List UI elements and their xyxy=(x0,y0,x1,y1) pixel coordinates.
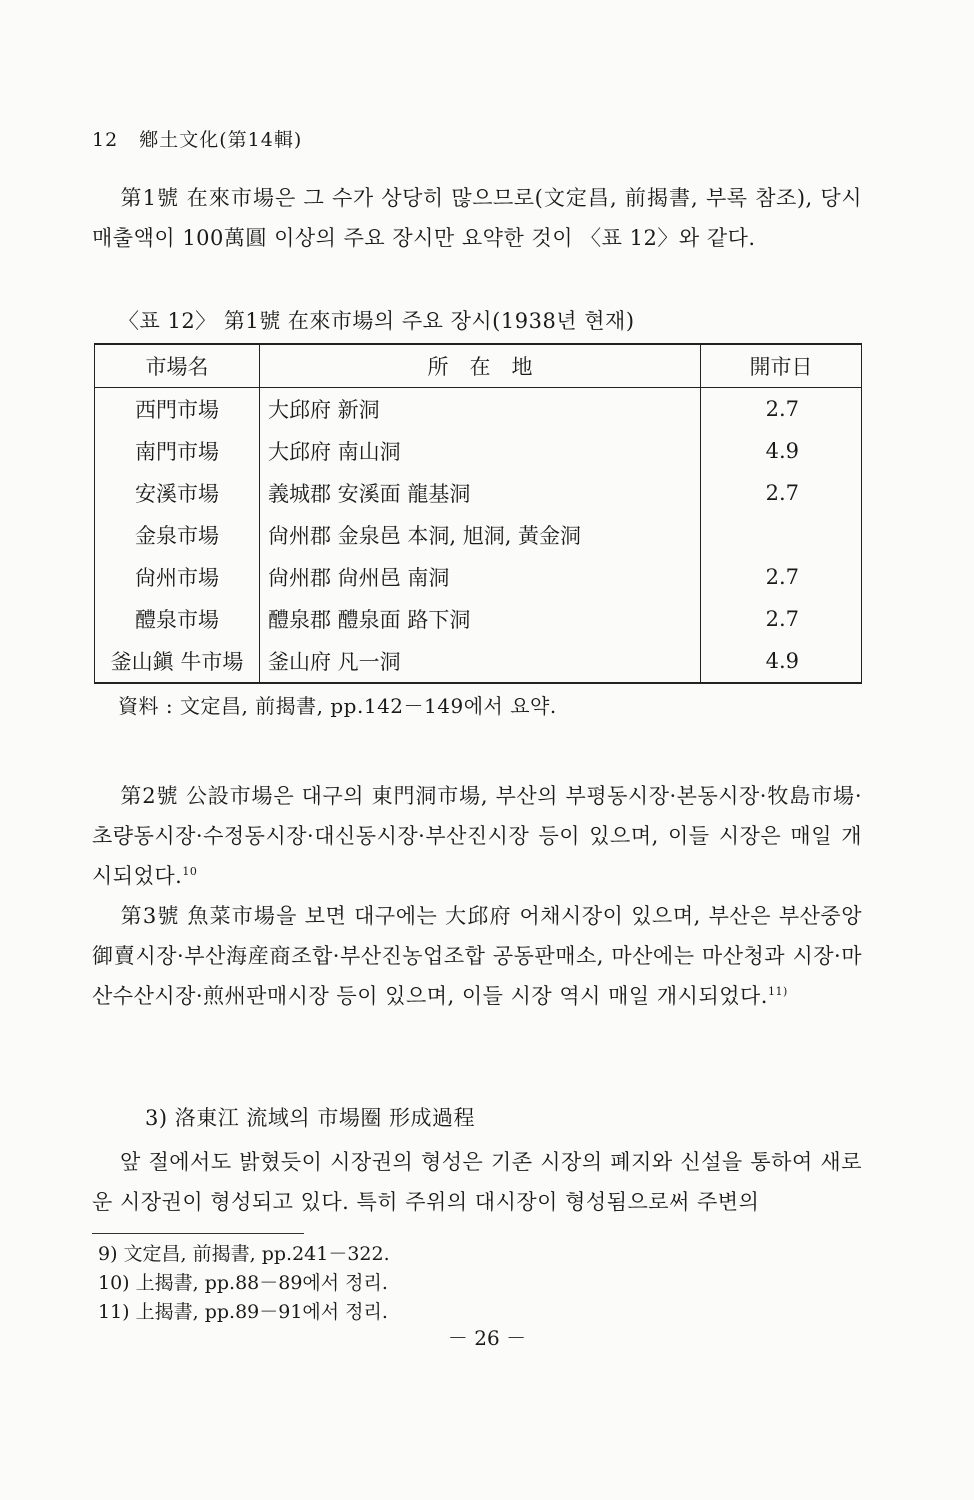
column-header-market-name: 市場名 xyxy=(95,344,260,388)
cell-market-day xyxy=(701,514,862,556)
header-page-number: 12 xyxy=(92,129,119,151)
cell-market-name: 釜山鎭 牛市場 xyxy=(95,640,260,683)
paragraph-fish-vegetable-markets-text: 第3號 魚菜市場을 보면 대구에는 大邱府 어채시장이 있으며, 부산은 부산중앙 御賣시장·부산海産商조합·부산진농업조합 공동판매소, 마산에는 마산청과 시장·마산수산시장·煎州판매시장 등이 있으며, 이들 시장 역시 매일 개시되었다. xyxy=(92,904,862,1008)
cell-market-name: 南門市場 xyxy=(95,430,260,472)
cell-market-day: 2.7 xyxy=(701,556,862,598)
cell-location: 義城郡 安溪面 龍基洞 xyxy=(260,472,701,514)
cell-location: 釜山府 凡一洞 xyxy=(260,640,701,683)
cell-market-name: 醴泉市場 xyxy=(95,598,260,640)
intro-paragraph xyxy=(92,178,862,258)
cell-location: 尙州郡 尙州邑 南洞 xyxy=(260,556,701,598)
paragraph-public-markets-text: 第2號 公設市場은 대구의 東門洞市場, 부산의 부평동시장·본동시장·牧島市場·초량동시장·수정동시장·대신동시장·부산진시장 등이 있으며, 이들 시장은 매일 개시되었다. xyxy=(92,784,862,888)
footnote-10: 10) 上揭書, pp.88－89에서 정리. xyxy=(98,1272,388,1294)
cell-market-day: 2.7 xyxy=(701,388,862,431)
table-row xyxy=(95,556,862,598)
market-table xyxy=(94,343,862,684)
table-row xyxy=(95,430,862,472)
table-row xyxy=(95,640,862,683)
cell-market-name: 尙州市場 xyxy=(95,556,260,598)
footnote-ref-10: 10 xyxy=(182,865,198,878)
paragraph-fish-vegetable-markets xyxy=(92,896,862,1016)
footnote-divider xyxy=(92,1233,304,1234)
table-row xyxy=(95,472,862,514)
cell-market-name: 金泉市場 xyxy=(95,514,260,556)
cell-market-day: 4.9 xyxy=(701,430,862,472)
running-header xyxy=(92,125,302,152)
header-publication-title: 鄕土文化(第14輯) xyxy=(139,129,303,151)
cell-location: 大邱府 南山洞 xyxy=(260,430,701,472)
cell-market-day: 4.9 xyxy=(701,640,862,683)
table-row xyxy=(95,514,862,556)
table-caption: 〈표 12〉 第1號 在來市場의 주요 장시(1938년 현재) xyxy=(118,309,635,333)
paragraph-market-zone xyxy=(92,1142,862,1222)
cell-market-day: 2.7 xyxy=(701,472,862,514)
table-header-row xyxy=(95,344,862,388)
paragraph-public-markets xyxy=(92,776,862,896)
section-heading: 3) 洛東江 流域의 市場圈 形成過程 xyxy=(145,1106,476,1130)
page-footer-number: － 26 － xyxy=(447,1326,527,1350)
table-row xyxy=(95,388,862,431)
footnote-ref-11: 11) xyxy=(767,985,788,998)
paragraph-market-zone-text: 앞 절에서도 밝혔듯이 시장권의 형성은 기존 시장의 폐지와 신설을 통하여 새로운 시장권이 형성되고 있다. 특히 주위의 대시장이 형성됨으로써 주변의 xyxy=(92,1150,862,1214)
cell-market-name: 安溪市場 xyxy=(95,472,260,514)
footnotes xyxy=(98,1240,390,1327)
cell-market-day: 2.7 xyxy=(701,598,862,640)
intro-paragraph-text: 第1號 在來市場은 그 수가 상당히 많으므로(文定昌, 前揭書, 부록 참조), 당시 매출액이 100萬圓 이상의 주요 장시만 요약한 것이 〈표 12〉와 같다. xyxy=(92,186,862,250)
footnote-9: 9) 文定昌, 前揭書, pp.241－322. xyxy=(98,1243,390,1265)
column-header-location: 所 在 地 xyxy=(260,344,701,388)
table-row xyxy=(95,598,862,640)
footnote-11: 11) 上揭書, pp.89－91에서 정리. xyxy=(98,1301,388,1323)
column-header-market-day: 開市日 xyxy=(701,344,862,388)
cell-location: 大邱府 新洞 xyxy=(260,388,701,431)
cell-location: 醴泉郡 醴泉面 路下洞 xyxy=(260,598,701,640)
cell-market-name: 西門市場 xyxy=(95,388,260,431)
table-source-note: 資料 : 文定昌, 前揭書, pp.142－149에서 요약. xyxy=(118,694,557,718)
cell-location: 尙州郡 金泉邑 本洞, 旭洞, 黃金洞 xyxy=(260,514,701,556)
